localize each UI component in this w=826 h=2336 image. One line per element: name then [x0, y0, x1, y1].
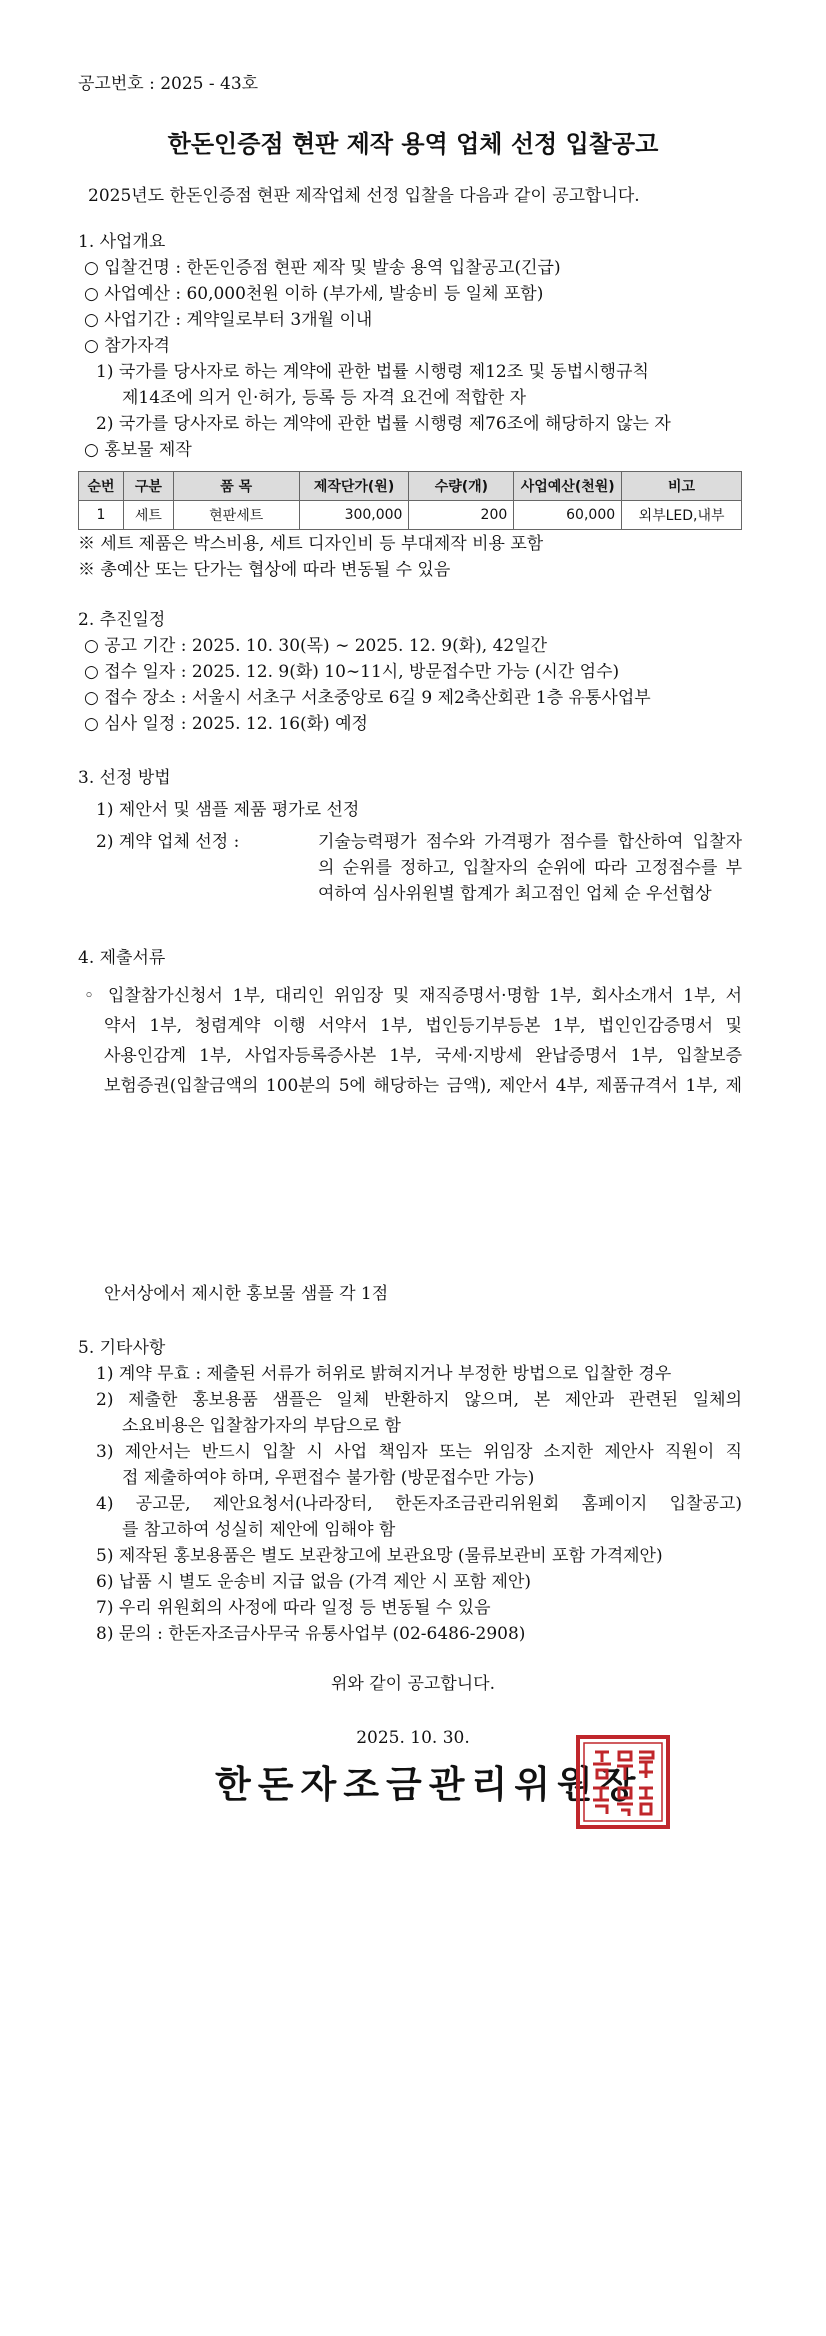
signature: 한돈자조금관리위원장 [215, 1763, 643, 1806]
misc-item: 4) 공고문, 제안요청서(나라장터, 한돈자조금관리위원회 홈페이지 입찰공고) [96, 1494, 742, 1514]
documents-continued: 안서상에서 제시한 홍보물 샘플 각 1점 [104, 1284, 389, 1304]
table-header: 비고 [622, 472, 742, 501]
project-budget: ○ 사업예산 : 60,000천원 이하 (부가세, 발송비 등 일체 포함) [84, 284, 544, 304]
misc-item: 6) 납품 시 별도 운송비 지급 없음 (가격 제안 시 포함 제안) [96, 1572, 532, 1592]
table-cell: 세트 [123, 501, 173, 530]
project-name: ○ 입찰건명 : 한돈인증점 현판 제작 및 발송 용역 입찰공고(긴급) [84, 258, 561, 278]
table-header: 순번 [79, 472, 124, 501]
spec-table [78, 471, 742, 530]
section3-heading: 3. 선정 방법 [78, 768, 171, 788]
table-header: 품 목 [173, 472, 299, 501]
table-cell: 외부LED,내부 [622, 501, 742, 530]
selection-method-2-label: 2) 계약 업체 선정 : [96, 832, 240, 852]
page-title: 한돈인증점 현판 제작 용역 업체 선정 입찰공고 [167, 130, 659, 158]
selection-method-2-line: 의 순위를 정하고, 입찰자의 순위에 따라 고정점수를 부 [318, 858, 742, 878]
table-cell: 300,000 [299, 501, 409, 530]
note-2: ※ 총예산 또는 단가는 협상에 따라 변동될 수 있음 [78, 560, 451, 580]
misc-item: 2) 제출한 홍보용품 샘플은 일체 반환하지 않으며, 본 제안과 관련된 일체의 [96, 1390, 742, 1410]
table-cell: 200 [409, 501, 514, 530]
misc-item-continued: 소요비용은 입찰참가자의 부담으로 함 [122, 1416, 401, 1436]
official-seal-icon [575, 1734, 671, 1830]
misc-item: 3) 제안서는 반드시 입찰 시 사업 책임자 또는 위임장 소지한 제안사 직원이 직 [96, 1442, 742, 1462]
notice-number: 공고번호 : 2025 - 43호 [78, 74, 259, 94]
selection-method-2-line: 기술능력평가 점수와 가격평가 점수를 합산하여 입찰자 [318, 832, 742, 852]
misc-item-continued: 를 참고하여 성실히 제안에 임해야 함 [122, 1520, 396, 1540]
notice-date: 2025. 10. 30. [356, 1728, 470, 1748]
qualification-1-line1: 1) 국가를 당사자로 하는 계약에 관한 법률 시행령 제12조 및 동법시행규칙 [96, 362, 649, 382]
table-header: 수량(개) [409, 472, 514, 501]
section5-heading: 5. 기타사항 [78, 1338, 166, 1358]
misc-item: 5) 제작된 홍보용품은 별도 보관창고에 보관요망 (물류보관비 포함 가격제안) [96, 1546, 663, 1566]
table-header-row [79, 472, 742, 501]
note-1: ※ 세트 제품은 박스비용, 세트 디자인비 등 부대제작 비용 포함 [78, 534, 544, 554]
section1-heading: 1. 사업개요 [78, 232, 166, 252]
qualification-1-line2: 제14조에 의거 인·허가, 등록 등 자격 요건에 적합한 자 [122, 388, 527, 408]
misc-item: 8) 문의 : 한돈자조금사무국 유통사업부 (02-6486-2908) [96, 1624, 526, 1644]
misc-item: 7) 우리 위원회의 사정에 따라 일정 등 변동될 수 있음 [96, 1598, 491, 1618]
schedule-notice-period: ○ 공고 기간 : 2025. 10. 30(목) ∼ 2025. 12. 9(화), 42일간 [84, 636, 548, 656]
documents-line: 사용인감계 1부, 사업자등록증사본 1부, 국세·지방세 완납증명서 1부, 입찰보증 [104, 1046, 742, 1066]
table-header: 구분 [123, 472, 173, 501]
intro-text: 2025년도 한돈인증점 현판 제작업체 선정 입찰을 다음과 같이 공고합니다. [88, 186, 640, 206]
table-header: 제작단가(원) [299, 472, 409, 501]
section4-heading: 4. 제출서류 [78, 948, 166, 968]
schedule-review-date: ○ 심사 일정 : 2025. 12. 16(화) 예정 [84, 714, 368, 734]
selection-method-2-line: 여하여 심사위원별 합계가 최고점인 업체 순 우선협상 [318, 884, 712, 904]
selection-method-1: 1) 제안서 및 샘플 제품 평가로 선정 [96, 800, 360, 820]
table-cell: 60,000 [514, 501, 622, 530]
promo-heading: ○ 홍보물 제작 [84, 440, 192, 460]
project-period: ○ 사업기간 : 계약일로부터 3개월 이내 [84, 310, 373, 330]
section2-heading: 2. 추진일정 [78, 610, 166, 630]
qualification-2: 2) 국가를 당사자로 하는 계약에 관한 법률 시행령 제76조에 해당하지 않는 자 [96, 414, 671, 434]
misc-item-continued: 접 제출하여야 하며, 우편접수 불가함 (방문접수만 가능) [122, 1468, 535, 1488]
table-row [79, 501, 742, 530]
documents-line: 약서 1부, 청렴계약 이행 서약서 1부, 법인등기부등본 1부, 법인인감증명서 및 [104, 1016, 742, 1036]
misc-item: 1) 계약 무효 : 제출된 서류가 허위로 밝혀지거나 부정한 방법으로 입찰한 경우 [96, 1364, 672, 1384]
documents-line: 보험증권(입찰금액의 100분의 5에 해당하는 금액), 제안서 4부, 제품규격서 1부, 제 [104, 1076, 742, 1096]
table-header: 사업예산(천원) [514, 472, 622, 501]
qualification-heading: ○ 참가자격 [84, 336, 170, 356]
closing-text: 위와 같이 공고합니다. [330, 1674, 495, 1694]
documents-line: ◦ 입찰참가신청서 1부, 대리인 위임장 및 재직증명서·명함 1부, 회사소개서 1부, 서 [84, 986, 742, 1006]
table-cell: 현판세트 [173, 501, 299, 530]
schedule-receipt-date: ○ 접수 일자 : 2025. 12. 9(화) 10∼11시, 방문접수만 가능 (시간 엄수) [84, 662, 620, 682]
schedule-receipt-place: ○ 접수 장소 : 서울시 서초구 서초중앙로 6길 9 제2축산회관 1층 유통사업부 [84, 688, 651, 708]
table-cell: 1 [79, 501, 124, 530]
